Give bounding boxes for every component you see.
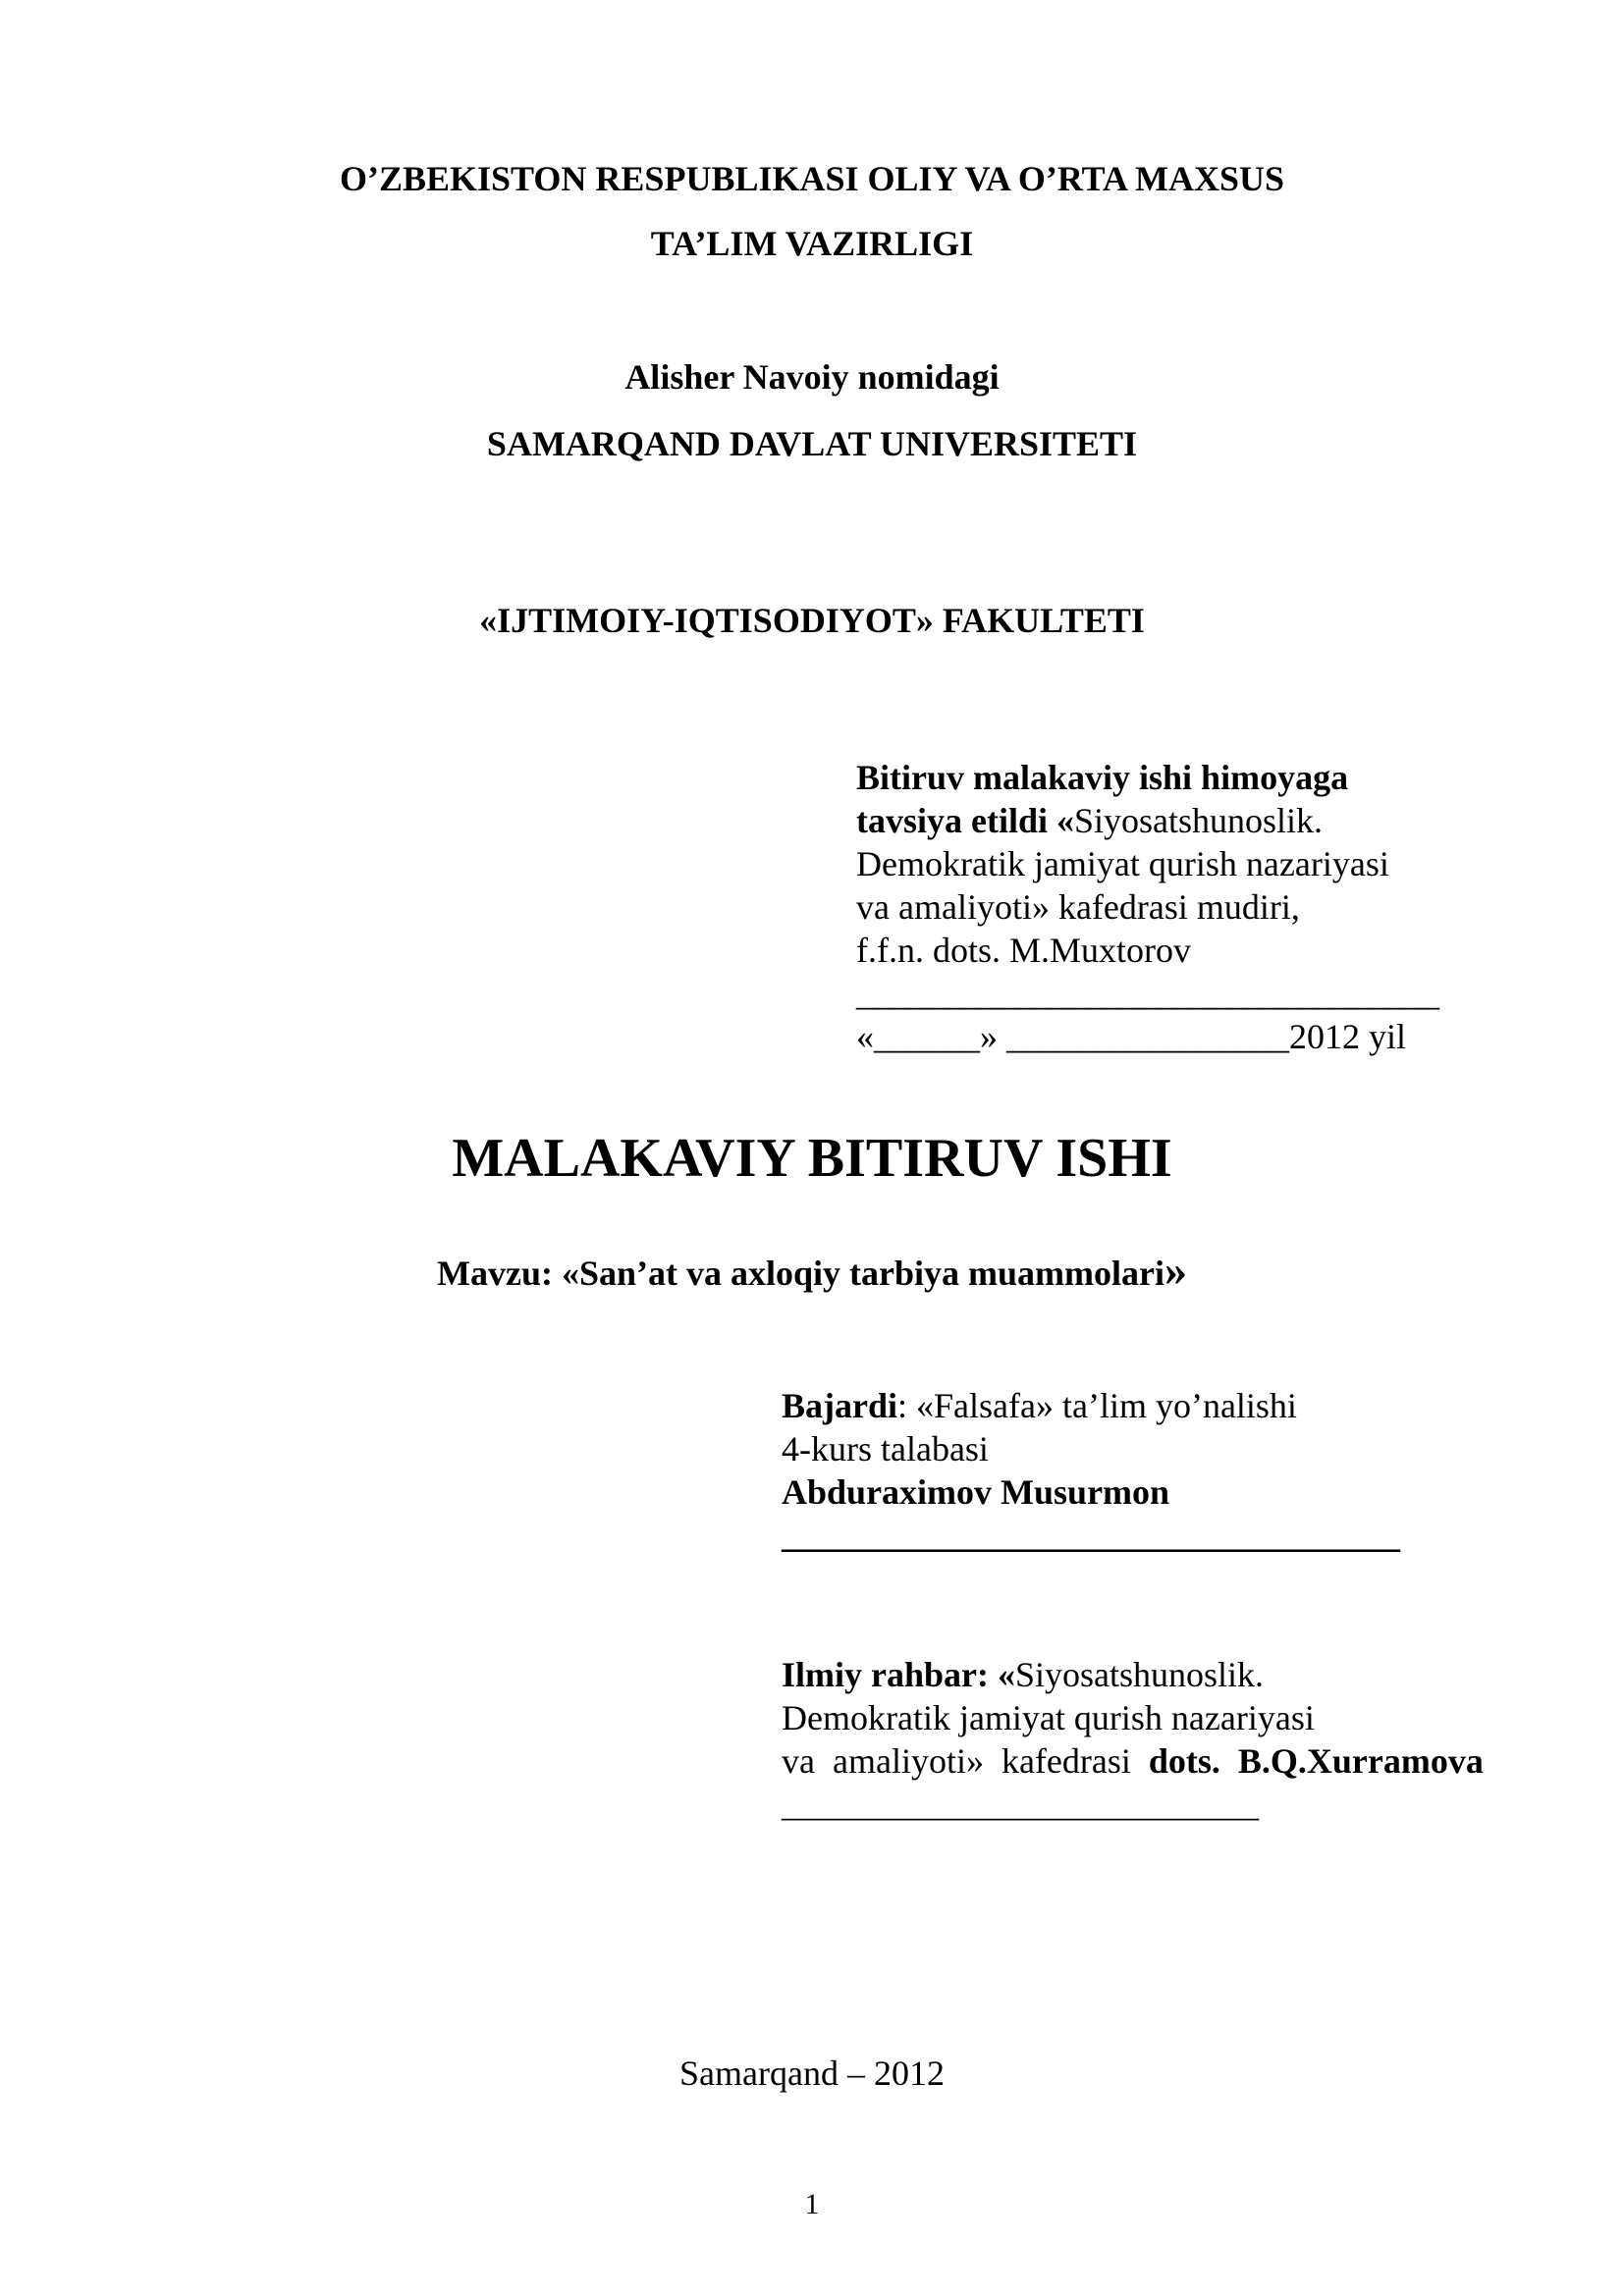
supervisor-line-2: Demokratik jamiyat qurish nazariyasi — [782, 1698, 1315, 1737]
topic-line — [0, 1245, 1624, 1295]
approval-date-line: «______» ________________2012 yil — [856, 1017, 1407, 1056]
university-line-1: Alisher Navoiy nomidagi — [624, 357, 1000, 397]
performer-name: Abduraximov Musurmon — [782, 1472, 1170, 1512]
supervisor-line-3-plain: va amaliyoti» kafedrasi — [782, 1741, 1149, 1781]
approval-line-2-rest: Siyosatshunoslik. — [1074, 801, 1324, 840]
faculty-name: «IJTIMOIY-IQTISODIYOT» FAKULTETI — [479, 601, 1145, 640]
approval-block — [856, 756, 1439, 1058]
supervisor-label: Ilmiy rahbar: « — [782, 1655, 1015, 1694]
place-year: Samarqand – 2012 — [679, 2054, 945, 2093]
topic-text: Mavzu: «San’at va axloqiy tarbiya muammolari — [437, 1254, 1164, 1293]
performer-label-rest: : «Falsafa» ta’lim yo’nalishi — [897, 1386, 1297, 1425]
performer-block — [782, 1384, 1400, 1557]
approval-bold-line-1: Bitiruv malakaviy ishi himoyaga — [856, 758, 1349, 797]
page-number: 1 — [804, 2188, 820, 2220]
supervisor-block — [782, 1653, 1484, 1826]
ministry-line-2: TA’LIM VAZIRLIGI — [650, 224, 974, 263]
performer-label: Bajardi — [782, 1386, 898, 1425]
supervisor-label-rest: Siyosatshunoslik. — [1015, 1655, 1265, 1694]
performer-line-2: 4-kurs talabasi — [782, 1429, 989, 1468]
topic-closing-quote: » — [1164, 1245, 1187, 1295]
approval-signature-line: _________________________________ — [856, 974, 1439, 1013]
supervisor-name: dots. B.Q.Xurramova — [1148, 1741, 1484, 1781]
document-title: MALAKAVIY BITIRUV ISHI — [452, 1128, 1172, 1189]
supervisor-signature-line: ___________________________ — [782, 1785, 1259, 1824]
performer-signature-line: ___________________________________ — [782, 1516, 1400, 1555]
approval-line-5: f.f.n. dots. M.Muxtorov — [856, 931, 1191, 970]
approval-line-3: Demokratik jamiyat qurish nazariyasi — [856, 844, 1389, 883]
approval-bold-line-2: tavsiya etildi « — [856, 801, 1074, 840]
ministry-line-1: O’ZBEKISTON RESPUBLIKASI OLIY VA O’RTA MAXSUS — [340, 159, 1284, 198]
university-line-2: SAMARQAND DAVLAT UNIVERSITETI — [486, 424, 1138, 463]
approval-line-4: va amaliyoti» kafedrasi mudiri, — [856, 887, 1300, 927]
